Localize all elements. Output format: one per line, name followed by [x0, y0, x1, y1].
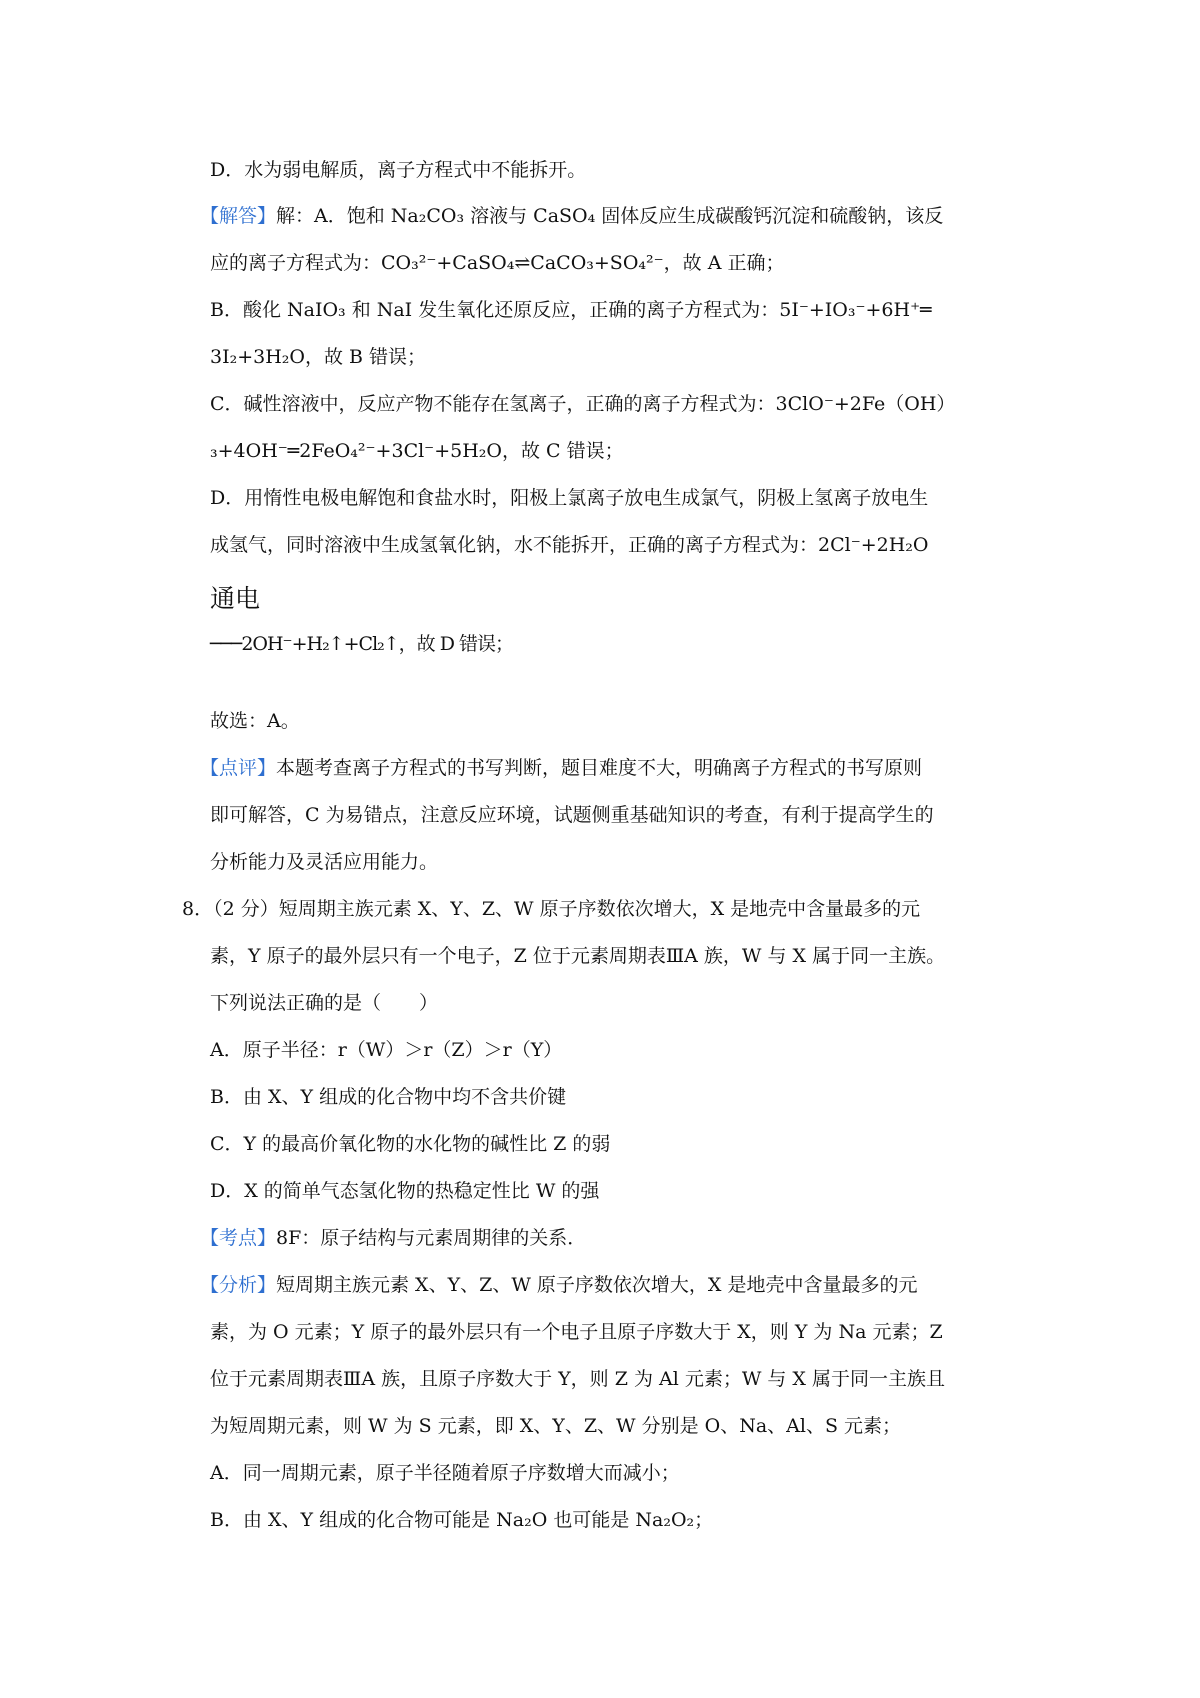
knowledge-point-line	[200, 1225, 586, 1251]
text-line: C．碱性溶液中，反应产物不能存在氢离子，正确的离子方程式为：3ClO⁻+2Fe（OH）	[210, 393, 956, 415]
text-line: B．由 X、Y 组成的化合物可能是 Na₂O 也可能是 Na₂O₂；	[210, 1509, 714, 1531]
text-line: B．酸化 NaIO₃ 和 NaI 发生氧化还原反应，正确的离子方程式为：5I⁻+IO₃⁻+6H⁺═	[210, 299, 932, 321]
text-line: A．同一周期元素，原子半径随着原子序数增大而减小；	[210, 1462, 680, 1484]
analysis-tag: 【分析】	[200, 1274, 277, 1296]
answer-tag: 【解答】	[200, 205, 277, 227]
text-line: 位于元素周期表ⅢA 族，且原子序数大于 Y，则 Z 为 Al 元素；W 与 X 属于同一主族且	[210, 1368, 945, 1390]
text-line: 应的离子方程式为：CO₃²⁻+CaSO₄⇌CaCO₃+SO₄²⁻，故 A 正确；	[210, 252, 785, 274]
text-line: D．水为弱电解质，离子方程式中不能拆开。	[210, 159, 587, 181]
option-d: D．X 的简单气态氢化物的热稳定性比 W 的强	[210, 1180, 600, 1202]
question-line: 8．（2 分）短周期主族元素 X、Y、Z、W 原子序数依次增大，X 是地壳中含量最多的元	[182, 898, 921, 920]
text-line: 即可解答，C 为易错点，注意反应环境，试题侧重基础知识的考查，有利于提高学生的	[210, 804, 934, 826]
text-line: 素，Y 原子的最外层只有一个电子，Z 位于元素周期表ⅢA 族，W 与 X 属于同一主族。	[210, 945, 946, 967]
option-a: A．原子半径：r（W）＞r（Z）＞r（Y）	[210, 1039, 563, 1061]
text-line: 短周期主族元素 X、Y、Z、W 原子序数依次增大，X 是地壳中含量最多的元	[276, 1274, 918, 1296]
text-line: ₃+4OH⁻═2FeO₄²⁻+3Cl⁻+5H₂O，故 C 错误；	[210, 440, 624, 462]
text-line: ───2OH⁻+H₂↑+Cl₂↑，故 D 错误；	[210, 633, 513, 655]
text-line: 分析能力及灵活应用能力。	[210, 851, 439, 873]
text-line: 解：A．饱和 Na₂CO₃ 溶液与 CaSO₄ 固体反应生成碳酸钙沉淀和硫酸钠，该反	[276, 205, 944, 227]
text-line: 成氢气，同时溶液中生成氢氧化钠，水不能拆开，正确的离子方程式为：2Cl⁻+2H₂O	[210, 534, 929, 556]
analysis-line	[200, 1272, 917, 1298]
text-line: 素，为 O 元素；Y 原子的最外层只有一个电子且原子序数大于 X，则 Y 为 Na 元素；Z	[210, 1321, 943, 1343]
text-line: 故选：A。	[210, 710, 300, 732]
comment-tag: 【点评】	[200, 757, 277, 779]
text-line: 本题考查离子方程式的书写判断，题目难度不大，明确离子方程式的书写原则	[276, 757, 923, 779]
text-line: 3I₂+3H₂O，故 B 错误；	[210, 346, 427, 368]
text-line: D．用惰性电极电解饱和食盐水时，阳极上氯离子放电生成氯气，阴极上氢离子放电生	[210, 487, 929, 509]
option-b: B．由 X、Y 组成的化合物中均不含共价键	[210, 1086, 567, 1108]
answer-line	[200, 203, 943, 229]
text-line: 下列说法正确的是（ ）	[210, 992, 439, 1014]
text-line: 8F：原子结构与元素周期律的关系．	[276, 1227, 587, 1249]
text-line: 为短周期元素，则 W 为 S 元素，即 X、Y、Z、W 分别是 O、Na、Al、S 元素；	[210, 1415, 902, 1437]
electrolysis-label: 通电	[210, 584, 261, 613]
knowledge-point-tag: 【考点】	[200, 1227, 277, 1249]
option-c: C．Y 的最高价氧化物的水化物的碱性比 Z 的弱	[210, 1133, 611, 1155]
comment-line	[200, 755, 922, 781]
